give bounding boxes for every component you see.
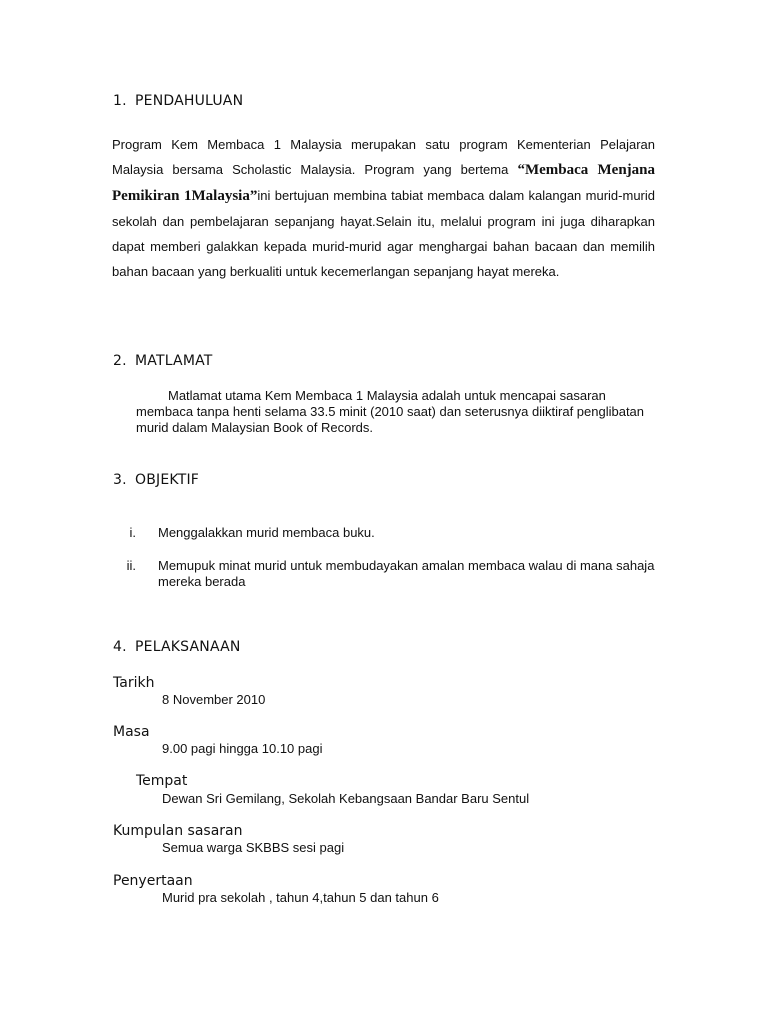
matlamat-text: Matlamat utama Kem Membaca 1 Malaysia adalah untuk mencapai sasaran membaca tanpa henti selama 33.5 minit (2010 saat) dan seterusnya diiktiraf penglibatan murid dalam Malaysian Book of Records. <box>136 388 645 435</box>
list-marker: i. <box>129 525 136 540</box>
objektif-text: Menggalakkan murid membaca buku. <box>158 525 375 540</box>
list-marker: ii. <box>126 558 136 573</box>
field-value-tempat: Dewan Sri Gemilang, Sekolah Kebangsaan Bandar Baru Sentul <box>162 791 530 806</box>
field-label-tarikh: Tarikh <box>113 675 155 691</box>
program-theme: “Membaca Menjana Pemikiran 1Malaysia” <box>112 162 655 204</box>
heading-number: 4. <box>113 639 127 655</box>
pendahuluan-text-after: ini bertujuan membina tabiat membaca dalam kalangan murid-murid sekolah dan pembelajaran sepanjang hayat.Selain itu, melalui program ini juga diharapkan dapat memberi galakkan kepada murid-murid agar menghargai bahan bacaan dan memilih bahan bacaan yang berkualiti untuk kecemerlangan sepanjang hayat mereka. <box>112 188 655 279</box>
field-value-kumpulan-sasaran: Semua warga SKBBS sesi pagi <box>162 840 345 855</box>
objektif-text-block <box>158 558 655 590</box>
matlamat-paragraph <box>136 388 656 436</box>
field-value-penyertaan: Murid pra sekolah , tahun 4,tahun 5 dan tahun 6 <box>162 890 439 905</box>
heading-number: 3. <box>113 472 127 488</box>
objektif-text: Memupuk minat murid untuk membudayakan amalan membaca walau di mana sahaja <box>158 558 655 573</box>
objektif-item <box>112 525 655 541</box>
field-label-kumpulan-sasaran: Kumpulan sasaran <box>113 823 243 839</box>
field-label-penyertaan: Penyertaan <box>113 873 193 889</box>
field-value-masa: 9.00 pagi hingga 10.10 pagi <box>162 741 323 756</box>
heading-matlamat <box>113 353 213 369</box>
heading-title: OBJEKTIF <box>135 472 200 488</box>
heading-title: PENDAHULUAN <box>135 93 244 109</box>
heading-title: MATLAMAT <box>135 353 213 369</box>
heading-title: PELAKSANAAN <box>135 639 241 655</box>
heading-number: 2. <box>113 353 127 369</box>
heading-pelaksanaan <box>113 639 241 655</box>
objektif-item <box>112 558 655 590</box>
field-label-tempat: Tempat <box>136 773 188 789</box>
field-value-tarikh: 8 November 2010 <box>162 692 266 707</box>
objektif-text-continuation: mereka berada <box>158 574 246 589</box>
heading-objektif <box>113 472 199 488</box>
pendahuluan-text-before: Program Kem Membaca 1 Malaysia merupakan satu program Kementerian Pelajaran Malaysia bersama Scholastic Malaysia. Program yang bertema <box>112 137 655 177</box>
heading-number: 1. <box>113 93 127 109</box>
field-label-masa: Masa <box>113 724 150 740</box>
pendahuluan-paragraph <box>112 132 655 284</box>
heading-pendahuluan <box>113 93 243 109</box>
